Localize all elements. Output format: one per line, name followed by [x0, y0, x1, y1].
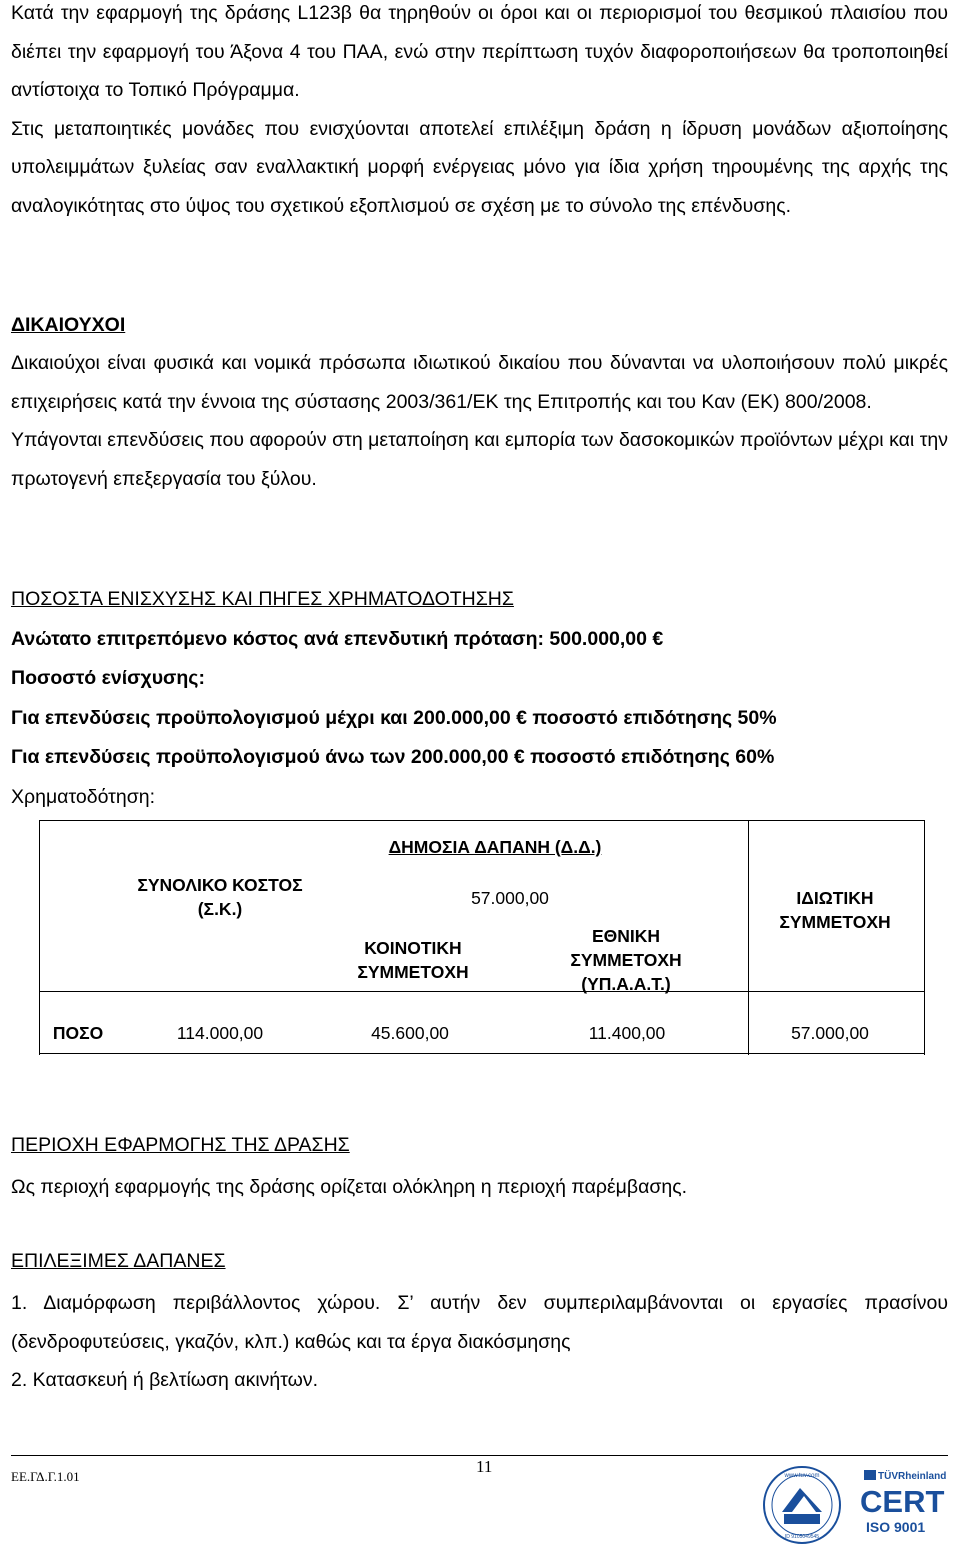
total-cost-value: 114.000,00	[176, 1023, 264, 1043]
cert-url-text: www.tuv.com	[784, 1473, 820, 1479]
beneficiaries-paragraph-1: Δικαιούχοι είναι φυσικά και νομικά πρόσωπα ιδιωτικού δικαίου που δύνανται να υλοποιήσουν πολύ μικρές επιχειρήσεις κατά την έννοια της σύστασης 2003/361/ΕΚ της Επιτροπής και του Καν (ΕΚ) 800/2008.	[11, 352, 948, 413]
intro-text	[11, 0, 948, 225]
financing-table	[39, 820, 925, 1055]
public-spending-header: ΔΗΜΟΣΙΑ ΔΑΠΑΝΗ (Δ.Δ.)	[388, 837, 602, 857]
total-cost-header: ΣΥΝΟΛΙΚΟ ΚΟΣΤΟΣ (Σ.Κ.)	[137, 875, 303, 919]
page-number: 11	[476, 1457, 493, 1476]
cert-seal-icon	[760, 1462, 950, 1544]
expenses-heading: ΕΠΙΛΕΞΙΜΕΣ ΔΑΠΑΝΕΣ	[11, 1250, 226, 1272]
intro-paragraph-2: Στις μεταποιητικές μονάδες που ενισχύονται αποτελεί επιλέξιμη δράση η ίδρυση μονάδων αξιοποίησης υπολειμμάτων ξυλείας σαν εναλλακτική μορφή ενέργειας μόνο για ίδια χρήση τηρουμένης της αρχής της αναλογικότητας στο ύψος του σχετικού εξοπλισμού σε σχέση με το σύνολο της επένδυσης.	[11, 117, 948, 217]
cert-brand-text: TÜVRheinland	[878, 1471, 947, 1482]
community-share-header: ΚΟΙΝΟΤΙΚΗ ΣΥΜΜΕΤΟΧΗ	[357, 938, 469, 982]
rate-label: Ποσοστό ενίσχυσης:	[11, 667, 205, 689]
intro-paragraph-1: Κατά την εφαρμογή της δράσης L123β θα τηρηθούν οι όροι και οι περιορισμοί του θεσμικού πλαισίου που διέπει την εφαρμογή του Άξονα 4 του ΠΑΑ, ενώ στην περίπτωση τυχόν διαφοροποιήσεων θα τροποποιηθεί αντίστοιχα το Τοπικό Πρόγραμμα.	[11, 2, 948, 101]
expenses-list	[11, 1284, 948, 1400]
community-share-value: 45.600,00	[371, 1023, 449, 1043]
cert-word-text: CERT	[860, 1484, 945, 1519]
table-divider	[748, 821, 749, 1055]
amount-row-label: ΠΟΣΟ	[52, 1023, 104, 1043]
expense-item-2: 2. Κατασκευή ή βελτίωση ακινήτων.	[11, 1369, 319, 1391]
national-share-header: ΕΘΝΙΚΗ ΣΥΜΜΕΤΟΧΗ (ΥΠ.Α.Α.Τ.)	[570, 926, 682, 994]
funding-heading: ΠΟΣΟΣΤΑ ΕΝΙΣΧΥΣΗΣ ΚΑΙ ΠΗΓΕΣ ΧΡΗΜΑΤΟΔΟΤΗΣΗΣ	[11, 588, 514, 610]
expense-item-1: 1. Διαμόρφωση περιβάλλοντος χώρου. Σ’ αυτήν δεν συμπεριλαμβάνονται οι εργασίες πρασίνου (δενδροφυτεύσεις, γκαζόν, κλπ.) καθώς και τα έργα διακόσμησης	[11, 1292, 948, 1353]
private-share-value: 57.000,00	[791, 1023, 869, 1043]
document-code: ΕΕ.ΓΔ.Γ.1.01	[11, 1469, 80, 1484]
area-heading: ΠΕΡΙΟΧΗ ΕΦΑΡΜΟΓΗΣ ΤΗΣ ΔΡΑΣΗΣ	[11, 1134, 350, 1156]
cert-id-text: ID 9105049545	[784, 1534, 820, 1540]
area-text: Ως περιοχή εφαρμογής της δράσης ορίζεται ολόκληρη η περιοχή παρέμβασης.	[11, 1176, 688, 1198]
financing-label: Χρηματοδότηση:	[11, 786, 155, 808]
cert-iso-text: ISO 9001	[866, 1519, 926, 1535]
beneficiaries-text	[11, 344, 948, 498]
max-cost-line: Ανώτατο επιτρεπόμενο κόστος ανά επενδυτική πρόταση: 500.000,00 €	[11, 628, 664, 650]
rate-high-line: Για επενδύσεις προϋπολογισμού άνω των 200.000,00 € ποσοστό επιδότησης 60%	[11, 746, 775, 768]
footer-rule	[11, 1455, 948, 1456]
public-amount: 57.000,00	[471, 888, 549, 908]
table-divider	[40, 991, 924, 992]
private-share-header: ΙΔΙΩΤΙΚΗ ΣΥΜΜΕΤΟΧΗ	[779, 888, 891, 932]
table-bottom-border	[39, 1053, 925, 1054]
rate-low-line: Για επενδύσεις προϋπολογισμού μέχρι και 200.000,00 € ποσοστό επιδότησης 50%	[11, 707, 777, 729]
beneficiaries-heading: ΔΙΚΑΙΟΥΧΟΙ	[11, 314, 126, 336]
beneficiaries-paragraph-2: Υπάγονται επενδύσεις που αφορούν στη μεταποίηση και εμπορία των δασοκομικών προϊόντων μέχρι και την πρωτογενή επεξεργασία του ξύλου.	[11, 429, 948, 490]
national-share-value: 11.400,00	[588, 1023, 666, 1043]
tuv-cert-logo	[760, 1462, 950, 1544]
